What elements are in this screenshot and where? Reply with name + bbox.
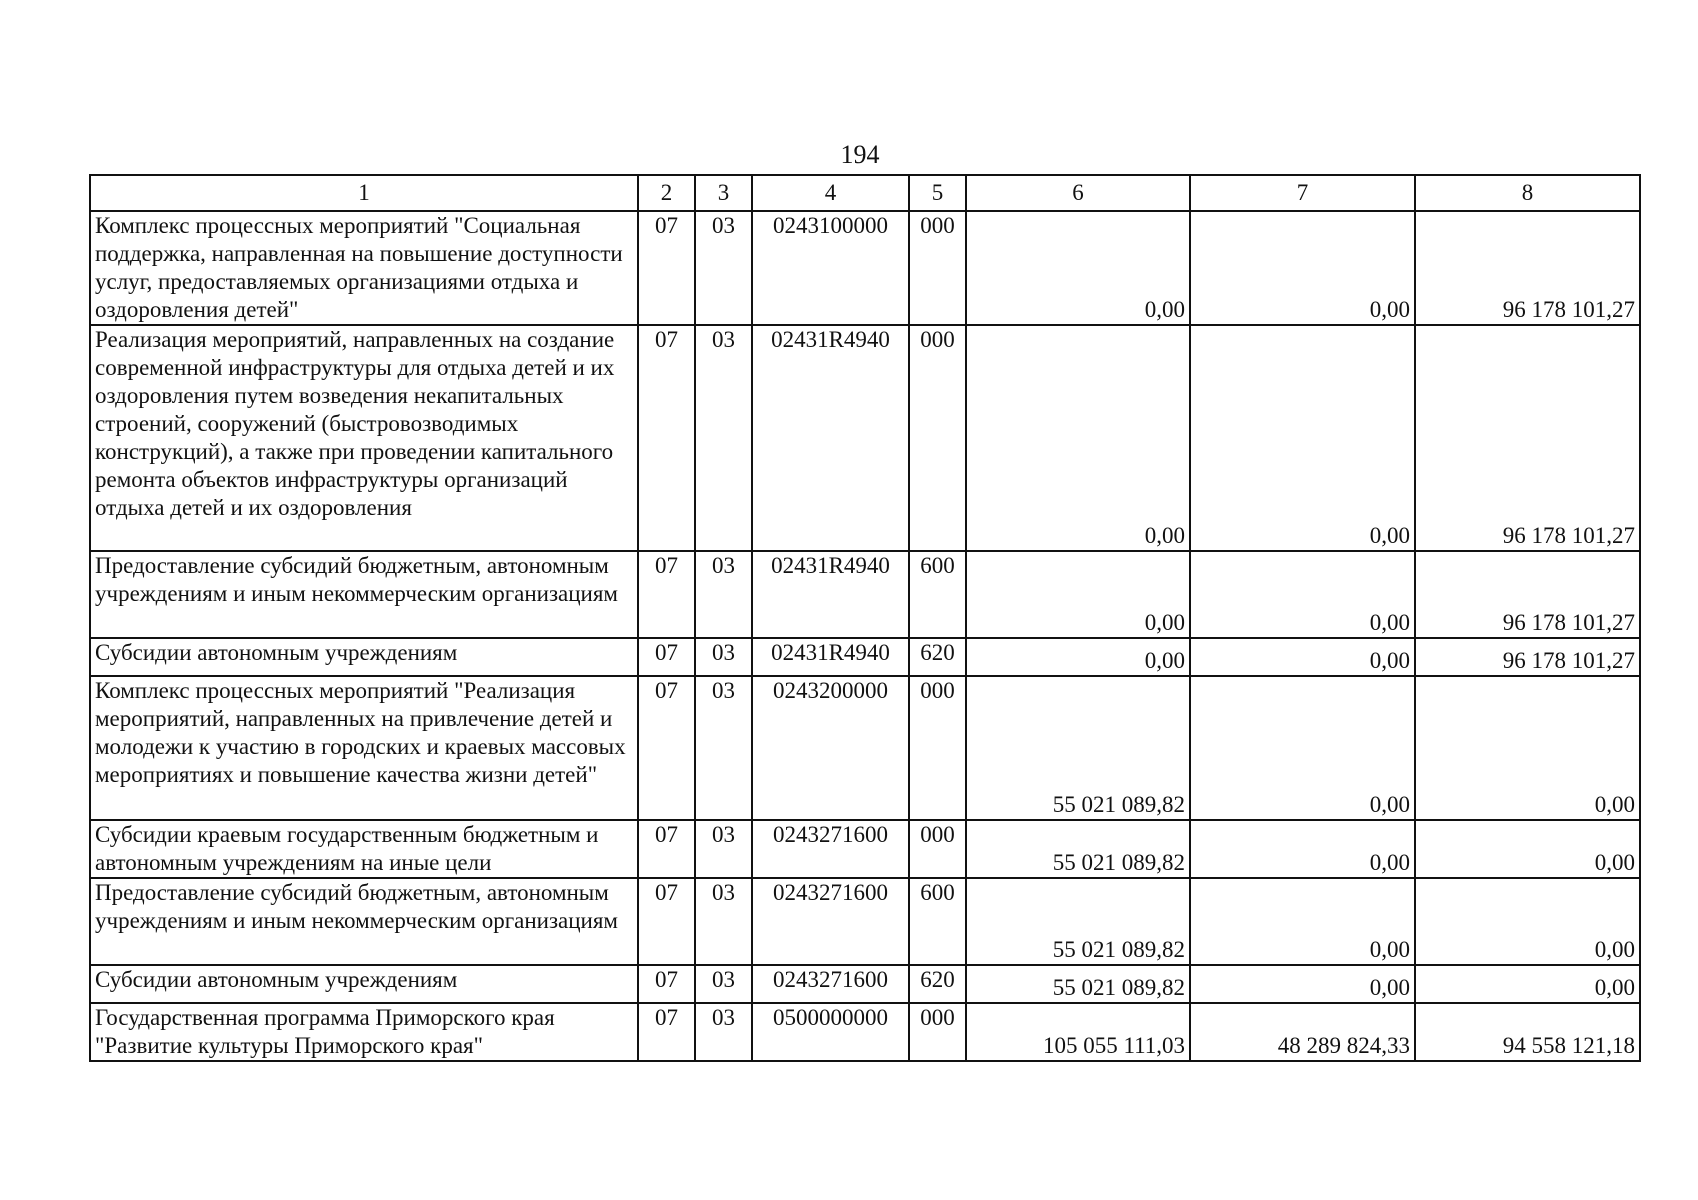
- row-amount-6: 105 055 111,03: [966, 1003, 1190, 1061]
- row-amount-8: 0,00: [1415, 820, 1640, 878]
- column-header-1: 1: [90, 175, 638, 211]
- table-row: [90, 965, 1640, 1003]
- row-subsection: 03: [695, 211, 752, 325]
- column-header-3: 3: [695, 175, 752, 211]
- row-amount-8: 96 178 101,27: [1415, 211, 1640, 325]
- row-name: Комплекс процессных мероприятий "Социальная поддержка, направленная на повышение доступности услуг, предоставляемых организациями отдыха и оздоровления детей": [90, 211, 638, 325]
- row-expense-type: 000: [909, 820, 966, 878]
- column-header-8: 8: [1415, 175, 1640, 211]
- row-name: Предоставление субсидий бюджетным, автономным учреждениям и иным некоммерческим организациям: [90, 878, 638, 965]
- row-target-article: 02431R4940: [752, 551, 909, 638]
- row-amount-8: 0,00: [1415, 878, 1640, 965]
- row-amount-7: 0,00: [1190, 820, 1415, 878]
- row-section: 07: [638, 820, 695, 878]
- table-row: [90, 551, 1640, 638]
- row-subsection: 03: [695, 638, 752, 676]
- row-target-article: 0243271600: [752, 878, 909, 965]
- row-amount-7: 0,00: [1190, 676, 1415, 820]
- row-section: 07: [638, 551, 695, 638]
- row-expense-type: 000: [909, 676, 966, 820]
- row-amount-6: 55 021 089,82: [966, 878, 1190, 965]
- row-amount-7: 0,00: [1190, 878, 1415, 965]
- table-header: [90, 175, 1640, 211]
- row-name: Государственная программа Приморского края "Развитие культуры Приморского края": [90, 1003, 638, 1061]
- row-amount-6: 55 021 089,82: [966, 965, 1190, 1003]
- row-amount-6: 55 021 089,82: [966, 676, 1190, 820]
- row-name: Реализация мероприятий, направленных на создание современной инфраструктуры для отдыха детей и их оздоровления путем возведения некапитальных строений, сооружений (быстровозводимых конструкций), а также при проведении капитального ремонта объектов инфраструктуры организаций отдыха детей и их оздоровления: [90, 325, 638, 551]
- row-section: 07: [638, 638, 695, 676]
- row-subsection: 03: [695, 878, 752, 965]
- header-row: [90, 175, 1640, 211]
- row-section: 07: [638, 1003, 695, 1061]
- page-number: 194: [840, 140, 880, 169]
- row-expense-type: 000: [909, 325, 966, 551]
- budget-table: [89, 174, 1641, 1062]
- row-section: 07: [638, 211, 695, 325]
- row-target-article: 02431R4940: [752, 638, 909, 676]
- row-target-article: 0243271600: [752, 820, 909, 878]
- column-header-7: 7: [1190, 175, 1415, 211]
- table-row: [90, 676, 1640, 820]
- row-amount-8: 0,00: [1415, 676, 1640, 820]
- row-amount-6: 0,00: [966, 638, 1190, 676]
- row-subsection: 03: [695, 551, 752, 638]
- row-amount-6: 0,00: [966, 551, 1190, 638]
- row-amount-7: 0,00: [1190, 325, 1415, 551]
- row-amount-8: 94 558 121,18: [1415, 1003, 1640, 1061]
- table-row: [90, 638, 1640, 676]
- row-section: 07: [638, 878, 695, 965]
- table-row: [90, 878, 1640, 965]
- row-expense-type: 620: [909, 638, 966, 676]
- row-section: 07: [638, 325, 695, 551]
- row-expense-type: 600: [909, 878, 966, 965]
- row-name: Комплекс процессных мероприятий "Реализация мероприятий, направленных на привлечение детей и молодежи к участию в городских и краевых массовых мероприятиях и повышение качества жизни детей": [90, 676, 638, 820]
- table-body: [90, 211, 1640, 1061]
- table-row: [90, 325, 1640, 551]
- column-header-4: 4: [752, 175, 909, 211]
- row-amount-8: 96 178 101,27: [1415, 551, 1640, 638]
- row-expense-type: 000: [909, 1003, 966, 1061]
- row-amount-8: 0,00: [1415, 965, 1640, 1003]
- row-name: Субсидии автономным учреждениям: [90, 638, 638, 676]
- row-target-article: 02431R4940: [752, 325, 909, 551]
- row-expense-type: 000: [909, 211, 966, 325]
- column-header-2: 2: [638, 175, 695, 211]
- row-subsection: 03: [695, 676, 752, 820]
- row-amount-8: 96 178 101,27: [1415, 638, 1640, 676]
- column-header-5: 5: [909, 175, 966, 211]
- row-amount-6: 0,00: [966, 211, 1190, 325]
- row-target-article: 0500000000: [752, 1003, 909, 1061]
- row-subsection: 03: [695, 820, 752, 878]
- row-target-article: 0243271600: [752, 965, 909, 1003]
- row-amount-7: 48 289 824,33: [1190, 1003, 1415, 1061]
- row-expense-type: 620: [909, 965, 966, 1003]
- row-target-article: 0243100000: [752, 211, 909, 325]
- column-header-6: 6: [966, 175, 1190, 211]
- row-amount-6: 55 021 089,82: [966, 820, 1190, 878]
- row-amount-8: 96 178 101,27: [1415, 325, 1640, 551]
- row-name: Субсидии краевым государственным бюджетным и автономным учреждениям на иные цели: [90, 820, 638, 878]
- row-subsection: 03: [695, 965, 752, 1003]
- table-row: [90, 1003, 1640, 1061]
- row-name: Субсидии автономным учреждениям: [90, 965, 638, 1003]
- row-amount-7: 0,00: [1190, 551, 1415, 638]
- row-amount-7: 0,00: [1190, 638, 1415, 676]
- table-row: [90, 211, 1640, 325]
- table-row: [90, 820, 1640, 878]
- row-amount-7: 0,00: [1190, 965, 1415, 1003]
- row-subsection: 03: [695, 1003, 752, 1061]
- row-amount-7: 0,00: [1190, 211, 1415, 325]
- row-expense-type: 600: [909, 551, 966, 638]
- row-section: 07: [638, 676, 695, 820]
- row-target-article: 0243200000: [752, 676, 909, 820]
- row-amount-6: 0,00: [966, 325, 1190, 551]
- row-name: Предоставление субсидий бюджетным, автономным учреждениям и иным некоммерческим организациям: [90, 551, 638, 638]
- row-section: 07: [638, 965, 695, 1003]
- row-subsection: 03: [695, 325, 752, 551]
